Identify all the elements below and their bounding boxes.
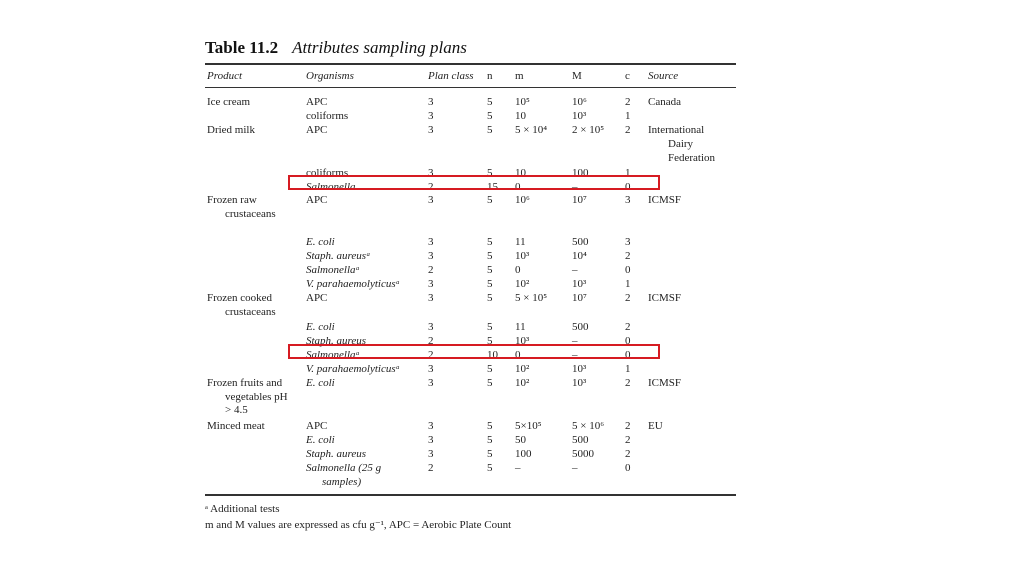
cell-n: 5: [487, 236, 493, 248]
cell-organism: V. parahaemolyticusᵃ: [306, 278, 401, 290]
cell-n: 5: [487, 335, 493, 347]
cell-c: 0: [625, 335, 631, 347]
cell-product: Ice cream: [207, 96, 251, 108]
top-rule: [205, 63, 736, 65]
cell-n: 5: [487, 321, 493, 333]
cell-product: Frozen fruits and: [207, 377, 283, 389]
cell-plan-class: 2: [428, 264, 434, 276]
cell-c: 2: [625, 292, 631, 304]
cell-m: 10³: [515, 250, 530, 262]
cell-c: 2: [625, 96, 631, 108]
header-n: n: [487, 70, 493, 82]
cell-n: 15: [487, 181, 498, 193]
cell-M: 5 × 10⁶: [572, 420, 605, 432]
cell-organism: E. coli: [306, 377, 335, 389]
cell-n: 10: [487, 349, 498, 361]
cell-M: –: [572, 335, 578, 347]
cell-M: 10³: [572, 377, 587, 389]
cell-c: 0: [625, 462, 631, 474]
cell-plan-class: 3: [428, 96, 434, 108]
cell-plan-class: 2: [428, 335, 434, 347]
cell-organism: Staph. aureusᵃ: [306, 250, 371, 262]
cell-M: 100: [572, 167, 589, 179]
table-title: [205, 38, 467, 58]
cell-organism: samples): [322, 475, 362, 488]
cell-organism: APC: [306, 124, 328, 136]
footnote-units: m and M values are expressed as cfu g⁻¹, APC = Aerobic Plate Count: [205, 519, 512, 531]
cell-c: 2: [625, 420, 631, 432]
cell-source: ICMSF: [648, 292, 682, 304]
cell-source: ICMSF: [648, 377, 682, 389]
cell-plan-class: 2: [428, 181, 434, 193]
cell-m: 10³: [515, 335, 530, 347]
cell-c: 2: [625, 321, 631, 333]
cell-n: 5: [487, 448, 493, 460]
cell-plan-class: 3: [428, 420, 434, 432]
cell-m: 10: [515, 167, 526, 179]
cell-source: Federation: [668, 152, 716, 164]
cell-plan-class: 3: [428, 236, 434, 248]
cell-organism: Salmonellaᵃ: [306, 264, 360, 276]
cell-product: crustaceans: [225, 305, 276, 318]
cell-M: 10⁴: [572, 250, 587, 262]
cell-c: 0: [625, 264, 631, 276]
highlight-box: [288, 175, 660, 190]
cell-m: 10: [515, 110, 526, 122]
cell-organism: APC: [306, 420, 328, 432]
cell-c: 2: [625, 448, 631, 460]
cell-c: 2: [625, 377, 631, 389]
cell-n: 5: [487, 194, 493, 206]
cell-M: –: [572, 264, 578, 276]
cell-plan-class: 3: [428, 194, 434, 206]
cell-product: Dried milk: [207, 124, 255, 136]
header-rule: [205, 87, 736, 88]
cell-plan-class: 2: [428, 462, 434, 474]
cell-m: 0: [515, 181, 521, 193]
cell-n: 5: [487, 420, 493, 432]
cell-organism: V. parahaemolyticusᵃ: [306, 363, 401, 375]
cell-organism: coliforms: [306, 167, 349, 179]
cell-plan-class: 3: [428, 292, 434, 304]
header-c: c: [625, 70, 630, 82]
cell-plan-class: 3: [428, 434, 434, 446]
header-m: m: [515, 70, 524, 82]
cell-product: > 4.5: [225, 404, 248, 416]
cell-plan-class: 2: [428, 349, 434, 361]
cell-product: crustaceans: [225, 207, 276, 220]
cell-plan-class: 3: [428, 250, 434, 262]
cell-c: 3: [625, 194, 631, 206]
cell-m: 0: [515, 264, 521, 276]
cell-M: 10⁷: [572, 194, 587, 206]
cell-m: 10⁵: [515, 96, 530, 108]
cell-plan-class: 3: [428, 448, 434, 460]
cell-m: 11: [515, 236, 526, 248]
cell-organism: Staph. aureus: [306, 448, 367, 460]
header-organisms: Organisms: [306, 70, 354, 82]
cell-plan-class: 3: [428, 377, 434, 389]
cell-m: 5×10⁵: [515, 420, 542, 432]
cell-source: International: [648, 124, 705, 136]
cell-organism: APC: [306, 292, 328, 304]
cell-product: vegetables pH: [225, 390, 288, 403]
cell-M: 10³: [572, 278, 587, 290]
cell-organism: E. coli: [306, 434, 335, 446]
cell-m: –: [515, 462, 521, 474]
cell-product: Minced meat: [207, 420, 265, 432]
cell-m: 100: [515, 448, 532, 460]
cell-organism: E. coli: [306, 236, 335, 248]
cell-n: 5: [487, 363, 493, 375]
cell-c: 2: [625, 124, 631, 136]
cell-m: 10²: [515, 377, 530, 389]
cell-organism: coliforms: [306, 110, 349, 122]
cell-product: Frozen cooked: [207, 292, 273, 304]
cell-M: 10³: [572, 363, 587, 375]
cell-c: 0: [625, 181, 631, 193]
cell-organism: Salmonella: [306, 181, 356, 193]
cell-M: 2 × 10⁵: [572, 124, 605, 136]
cell-plan-class: 3: [428, 278, 434, 290]
cell-n: 5: [487, 167, 493, 179]
cell-M: 500: [572, 236, 589, 248]
cell-c: 0: [625, 349, 631, 361]
cell-source: Canada: [648, 96, 681, 108]
cell-m: 10²: [515, 363, 530, 375]
cell-source: ICMSF: [648, 194, 682, 206]
cell-M: –: [572, 462, 578, 474]
cell-c: 1: [625, 363, 631, 375]
cell-plan-class: 3: [428, 167, 434, 179]
cell-n: 5: [487, 377, 493, 389]
bottom-rule: [205, 494, 736, 496]
cell-organism: Salmonellaᵃ: [306, 349, 360, 361]
cell-c: 1: [625, 167, 631, 179]
header-plan-class: Plan class: [428, 70, 474, 82]
cell-m: 10²: [515, 278, 530, 290]
header-product: Product: [207, 70, 243, 82]
cell-c: 1: [625, 110, 631, 122]
cell-M: 10⁶: [572, 96, 587, 108]
cell-n: 5: [487, 462, 493, 474]
cell-organism: APC: [306, 194, 328, 206]
cell-source: Dairy: [668, 138, 694, 150]
cell-m: 5 × 10⁴: [515, 124, 548, 136]
cell-n: 5: [487, 250, 493, 262]
cell-plan-class: 3: [428, 110, 434, 122]
cell-organism: APC: [306, 96, 328, 108]
cell-M: 500: [572, 321, 589, 333]
header-source: Source: [648, 70, 679, 82]
cell-m: 10⁶: [515, 194, 530, 206]
cell-organism: Salmonella (25 g: [306, 462, 382, 474]
footnote-a: ᵃ Additional tests: [205, 503, 280, 515]
cell-n: 5: [487, 124, 493, 136]
cell-source: EU: [648, 420, 663, 432]
cell-n: 5: [487, 434, 493, 446]
cell-c: 2: [625, 250, 631, 262]
cell-M: 10⁷: [572, 292, 587, 304]
header-M: M: [572, 70, 582, 82]
cell-product: Frozen raw: [207, 194, 257, 206]
cell-M: –: [572, 181, 578, 193]
cell-m: 50: [515, 434, 526, 446]
cell-plan-class: 3: [428, 321, 434, 333]
table-caption: Attributes sampling plans: [292, 38, 467, 57]
cell-n: 5: [487, 110, 493, 122]
cell-c: 1: [625, 278, 631, 290]
cell-M: 500: [572, 434, 589, 446]
cell-m: 0: [515, 349, 521, 361]
cell-organism: E. coli: [306, 321, 335, 333]
cell-M: –: [572, 349, 578, 361]
cell-m: 11: [515, 321, 526, 333]
cell-n: 5: [487, 264, 493, 276]
cell-c: 2: [625, 434, 631, 446]
cell-organism: Staph. aureus: [306, 335, 367, 347]
cell-n: 5: [487, 292, 493, 304]
cell-n: 5: [487, 96, 493, 108]
cell-M: 10³: [572, 110, 587, 122]
cell-plan-class: 3: [428, 363, 434, 375]
table-number: Table 11.2: [205, 38, 279, 57]
highlight-box: [288, 344, 660, 359]
cell-m: 5 × 10⁵: [515, 292, 548, 304]
cell-c: 3: [625, 236, 631, 248]
cell-M: 5000: [572, 448, 594, 460]
cell-n: 5: [487, 278, 493, 290]
cell-plan-class: 3: [428, 124, 434, 136]
